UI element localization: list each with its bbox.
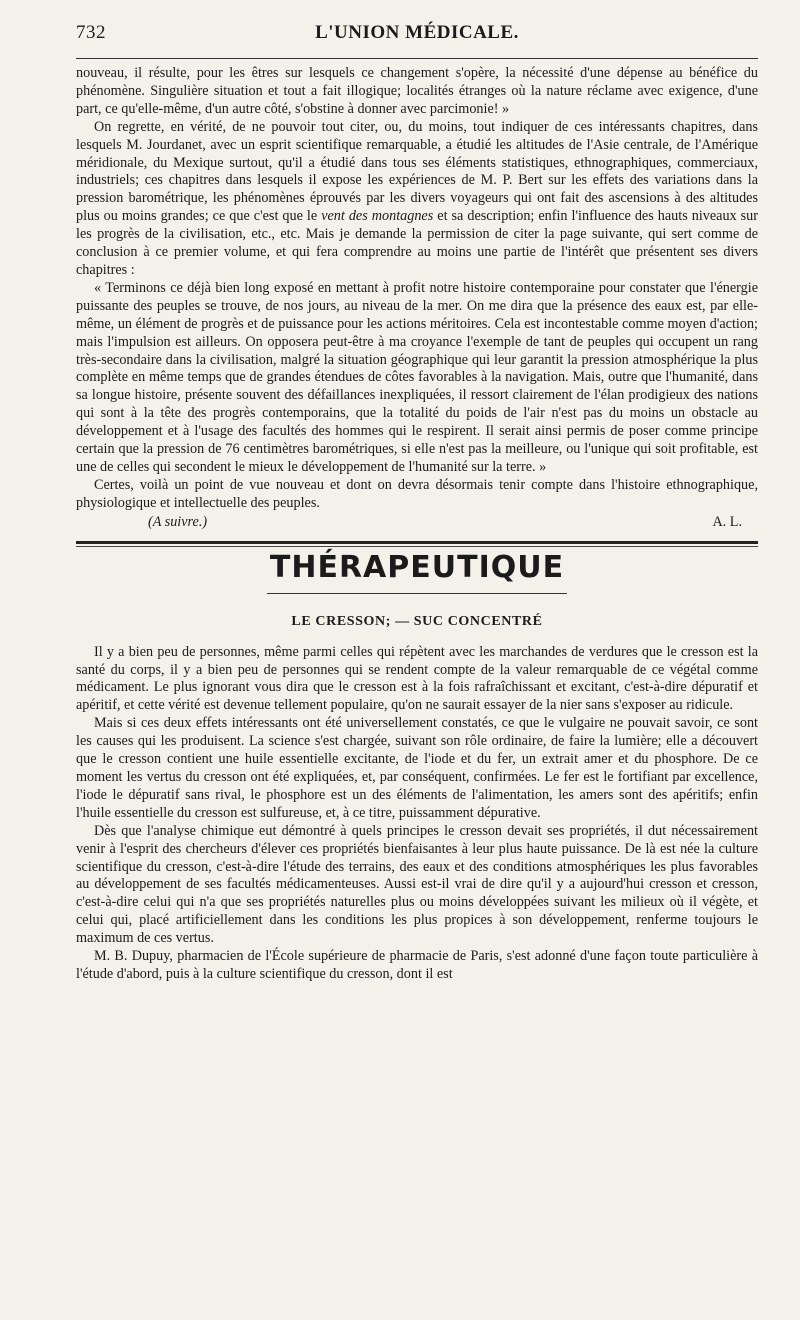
separator-thin-line	[76, 546, 758, 547]
section-title-rule	[267, 593, 567, 594]
paragraph-quotation: « Terminons ce déjà bien long exposé en mettant à profit notre histoire contemporaine pour constater que l'énergie puissante des peuples se trouve, de nos jours, au niveau de la mer. On me dira que la présence des eaux est, par elle-même, un élément de progrès et de puissance pour les actions méritoires. Cela est incontestable comme moyen d'action; mais l'impulsion est ailleurs. On opposera peut-être à ma croyance l'exemple de tant de peuples qui occupent un rang très-secondaire dans la civilisation, malgré la situation géographique qui leur garantit la pression atmosphérique la plus complète en même temps que de grandes étendues de côtes favorables à la navigation. Mais, outre que l'humanité, dans sa longue histoire, présente souvent des défaillances inexpliquées, il ressort clairement de l'élan prodigieux des nations qui sont à la tête des progrès contemporains, que la totalité du poids de l'air n'est pas du moins un obstacle au développement et à l'usage des facultés des hommes qui le respirent. Il serait ainsi permis de poser comme principe certain que la pression de 76 centimètres barométriques, si elle n'est pas la meilleure, ou l'unique qui soit profitable, est une de celles qui secondent le mieux le développement de l'humanité sur la terre. »	[76, 279, 758, 475]
header-rule	[76, 58, 758, 59]
paragraph-jourdanet-text: On regrette, en vérité, de ne pouvoir tout citer, ou, du moins, tout indiquer de ces intéressants chapitres, dans lesquels M. Jourdanet, avec un esprit scientifique remarquable, a étudié les altitudes de l'Asie centrale, de l'Amérique méridionale, du Mexique surtout, qu'il a étudié dans tous ses éléments statistiques, ethnographiques, commerciaux, industriels; ces chapitres dans lesquels il expose les expériences de M. P. Bert sur les effets des variations dans la pression barométrique, les phénomènes éprouvés par les divers voyageurs qui ont fait des ascensions à des altitudes plus ou moins grandes; ce que c'est que le	[76, 118, 758, 225]
italic-vent-des-montagnes: vent des montagnes	[321, 208, 434, 225]
paragraph-cresson-dupuy: M. B. Dupuy, pharmacien de l'École supérieure de pharmacie de Paris, s'est adonné d'une façon toute particulière à l'étude d'abord, puis à la culture scientifique du cresson, dont il est	[76, 948, 758, 982]
journal-title: L'UNION MÉDICALE.	[315, 22, 519, 43]
article-title: LE CRESSON; — SUC CONCENTRÉ	[291, 613, 543, 629]
paragraph-continuation: nouveau, il résulte, pour les êtres sur lesquels ce changement s'opère, la nécessité d'une dépense au bénéfice du phénomène. Singulière situation et tout a fait illogique; localités étranges où la nature réclame avec exigence, d'une part, ce qu'elle-même, d'un autre côté, s'obstine à donner avec parcimonie! »	[76, 65, 758, 117]
page-number: 732	[76, 22, 106, 43]
to-follow-note: (A suivre.)	[148, 513, 208, 530]
running-head	[76, 16, 758, 50]
author-initials: A. L.	[712, 513, 742, 530]
section-title: THÉRAPEUTIQUE	[269, 549, 565, 585]
paragraph-jourdanet-text-end: et sa description; enfin l'influence des hauts niveaux sur les progrès de la civilisation, etc., etc. Mais je demande la permission de citer la page suivante, qui sert comme de conclusion à ce premier volume, et qui fera comprendre au moins une partie de l'intérêt que présentent ses divers chapitres :	[76, 208, 759, 278]
paragraph-conclusion: Certes, voilà un point de vue nouveau et dont on devra désormais tenir compte dans l'histoire ethnographique, physiologique et intellectuelle des peuples.	[76, 476, 758, 511]
section-separator	[76, 541, 758, 547]
paragraph-jourdanet	[76, 119, 758, 280]
paragraph-cresson-culture: Dès que l'analyse chimique eut démontré à quels principes le cresson devait ses propriétés, il dut nécessairement venir à l'esprit des chercheurs d'élever ces propriétés bienfaisantes à leur plus haute puissance. De là est née la culture scientifique du cresson, c'est-à-dire l'étude des terrains, des eaux et des conditions atmosphériques les plus favorables au développement de ses facultés médicamenteuses. Aussi est-il vrai de dire qu'il y a aujourd'hui cresson et cresson, c'est-à-dire celui qui n'a que ses propriétés naturelles plus ou moins développées suivant les milieux où il végète, et celui qui, placé artificiellement dans les conditions les plus propices à son développement, renferme toujours le maximum de ces vertus.	[76, 822, 758, 947]
paragraph-cresson-intro: Il y a bien peu de personnes, même parmi celles qui répètent avec les marchandes de verdures que le cresson est la santé du corps, il y a bien peu de personnes qui se rendent compte de la valeur remarquable de ce végétal comme médicament. Le plus ignorant vous dira que le cresson est à la fois rafraîchissant et excitant, c'est-à-dire dépuratif et apéritif, et cette vérité est devenue tellement populaire, qu'on ne saurait essayer de la nier sans s'exposer au ridicule.	[76, 643, 758, 714]
separator-thick-line	[76, 541, 758, 544]
paragraph-cresson-causes: Mais si ces deux effets intéressants ont été universellement constatés, ce que le vulgaire ne pouvait savoir, ce sont les causes qui les produisent. La science s'est chargée, suivant son rôle ordinaire, de faire la lumière; elle a découvert que le cresson contient une huile essentielle excitante, de l'iode et du fer, un extrait amer et du phosphore. De ce moment les vertus du cresson ont été expliquées, et, par conséquent, confirmées. Le fer est le fortifiant par excellence, l'iode le dépuratif sans rival, le phosphore est un des éléments de l'alimentation, les amers sont des apéritifs; enfin l'huile essentielle du cresson est sulfureuse, et, à ce titre, puissamment dépurative.	[76, 715, 758, 821]
signature-row	[76, 513, 758, 531]
